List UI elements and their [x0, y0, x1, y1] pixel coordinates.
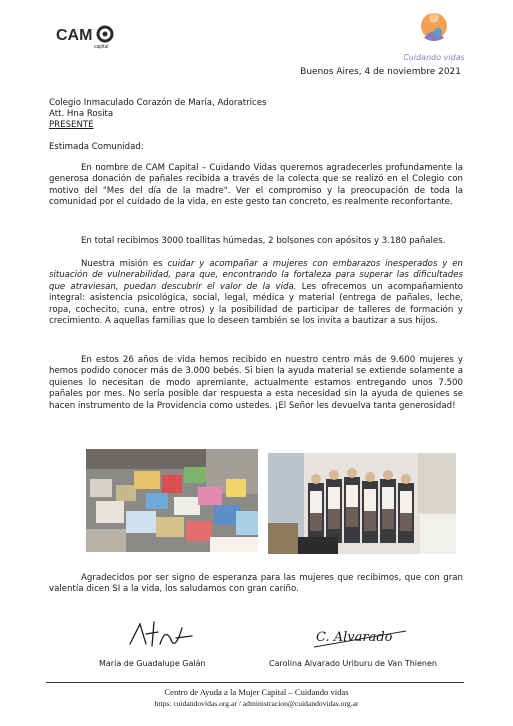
footer-divider: [46, 682, 464, 683]
students-group-photo: [268, 453, 456, 554]
signature-alvarado: [310, 619, 410, 653]
svg-text:Cuidando vidas: Cuidando vidas: [404, 53, 464, 62]
paragraph-thanks: En nombre de CAM Capital – Cuidando Vidas queremos agradecerles profundamente la generosa donación de pañales recibida a través de la colecta que se realizó en el Colegio con motivo del "Mes del día de la madre". Ver el compromiso y la preocupación de toda la comunidad por el cuidado de la vida, en este gesto tan concreto, es realmente reconfortante.: [49, 163, 463, 208]
mission-statement: cuidar y acompañar a mujeres con embarazos inesperados y en situación de vulnerabilidad, para que, encontrando la fortaleza para superar las dificultades que atraviesan, puedan descubrir el valor de la vida.: [49, 259, 463, 292]
signature-galan: [126, 614, 196, 654]
letter-date: Buenos Aires, 4 de noviembre 2021: [300, 67, 461, 77]
mission-services: Les ofrecemos un acompañamiento integral: asistencia psicológica, social, legal, médica y material (entrega de pañales, leche, ropa, cochecito, cuna, entre otros) y la posibilidad de participar de talleres de formación y crecimiento. A aquellas familias que lo deseen también se los invita a bautizar a sus hijos.: [49, 281, 463, 327]
footer-org-name: Centro de Ayuda a la Mujer Capital – Cuidando vidas: [164, 687, 349, 697]
recipient-block: [49, 98, 266, 132]
paragraph-closing: Agradecidos por ser signo de esperanza para las mujeres que recibimos, que con gran valentía dicen SI a la vida, los saludamos con gran cariño.: [49, 573, 463, 595]
paragraph-totals: En total recibimos 3000 toallitas húmedas, 2 bolsones con apósitos y 3.180 pañales.: [81, 236, 446, 246]
cuidando-vidas-logo: [404, 8, 464, 66]
paragraph-mission: [49, 259, 463, 327]
recipient-attention: Att. Hna Rosita: [49, 109, 114, 120]
cam-capital-logo: [56, 20, 118, 50]
recipient-presente: PRESENTE: [49, 120, 94, 131]
svg-text:C. Alvarado: C. Alvarado: [316, 630, 393, 645]
footer-contact: https: cuidandovidas.org.ar / administracion@cuidandovidas.org.ar: [154, 699, 359, 708]
svg-text:capital: capital: [94, 44, 109, 50]
svg-text:CAM: CAM: [56, 27, 93, 44]
mission-intro: Nuestra misión es: [81, 259, 168, 269]
signer-name-right: Carolina Alvarado Uriburu de Van Thienen: [269, 659, 437, 668]
donated-diapers-photo: [86, 449, 258, 552]
recipient-line: Colegio Inmaculado Corazón de María, Adoratrices: [49, 98, 267, 108]
paragraph-history: En estos 26 años de vida hemos recibido en nuestro centro más de 9.600 mujeres y hemos podido conocer más de 3.000 bebés. Si bien la ayuda material se extiende solamente a quienes lo necesitan de modo apremiante, actualmente estamos entregando unos 7.500 pañales por mes. No sería posible dar respuesta a esta necesidad sin la ayuda de quienes se hacen instrumento de la Providencia como ustedes. ¡El Señor les devuelva tanta generosidad!: [49, 355, 463, 411]
greeting: Estimada Comunidad:: [49, 142, 144, 152]
signer-name-left: María de Guadalupe Galán: [99, 659, 206, 668]
